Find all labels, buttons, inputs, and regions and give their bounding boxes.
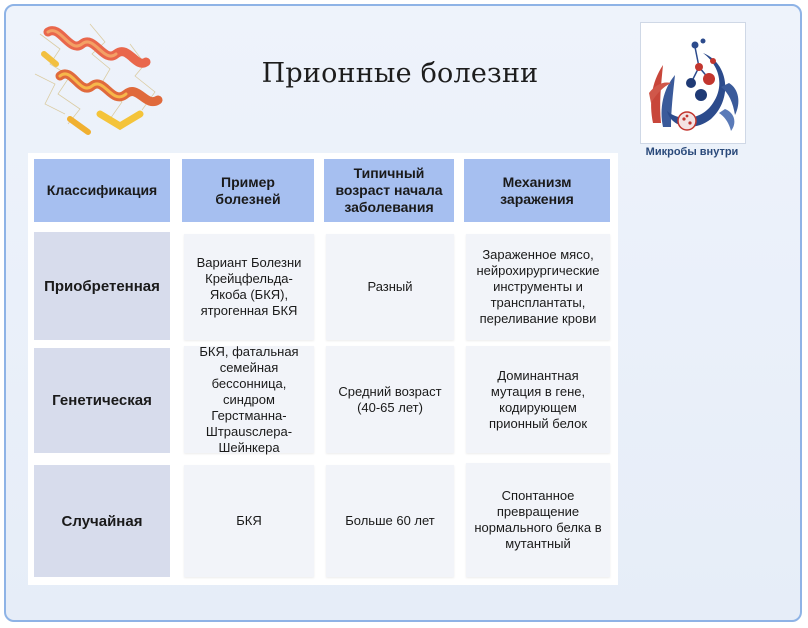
row-classification: Случайная [34, 465, 170, 577]
row-examples: Вариант Болезни Крейцфельда-Якоба (БКЯ), ятрогенная БКЯ [184, 234, 314, 340]
column-header: Типичный возраст начала заболевания [324, 159, 454, 222]
protein-structure-image [30, 14, 170, 144]
row-age: Разный [326, 234, 454, 340]
row-age: Средний возраст (40-65 лет) [326, 346, 454, 453]
row-mechanism: Зараженное мясо, нейрохирургические инструменты и трансплантаты, переливание крови [466, 234, 610, 340]
row-mechanism: Спонтанное превращение нормального белка в мутантный [466, 463, 610, 577]
row-mechanism: Доминантная мутация в гене, кодирующем прионный белок [466, 346, 610, 453]
page-title: Прионные болезни [261, 58, 539, 89]
classification-table [28, 153, 618, 585]
logo [640, 22, 746, 144]
logo-emblem-icon [641, 23, 745, 143]
row-examples: БКЯ [184, 465, 314, 577]
logo-caption: Микробы внутри [645, 146, 739, 158]
row-classification: Приобретенная [34, 232, 170, 340]
row-age: Больше 60 лет [326, 465, 454, 577]
column-header: Пример болезней [182, 159, 314, 222]
row-examples: БКЯ, фатальная семейная бессонница, синдром Герстманна-Штрausслера-Шейнкера [184, 346, 314, 453]
column-header: Классификация [34, 159, 170, 222]
row-classification: Генетическая [34, 348, 170, 453]
column-header: Механизм заражения [464, 159, 610, 222]
